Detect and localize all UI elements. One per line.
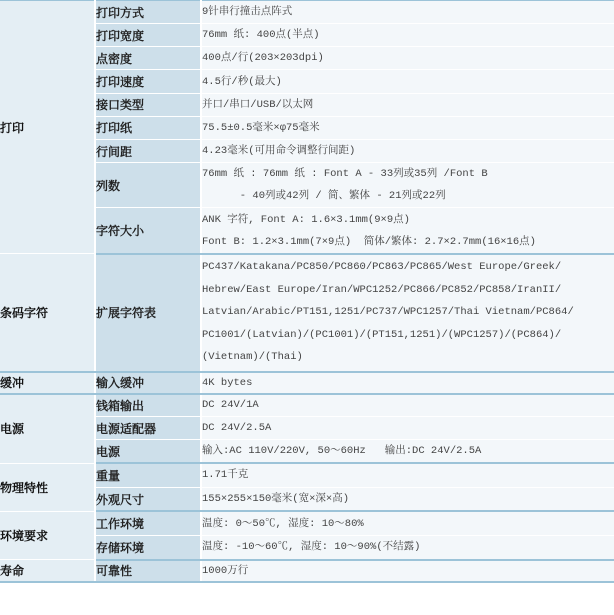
row-value: 4K bytes <box>201 372 614 394</box>
row-value <box>201 208 614 254</box>
row-label: 输入缓冲 <box>95 372 201 394</box>
row-label: 重量 <box>95 463 201 487</box>
row-label: 字符大小 <box>95 208 201 254</box>
row-label: 打印宽度 <box>95 24 201 47</box>
row-label: 钱箱输出 <box>95 394 201 417</box>
table-row <box>0 511 614 535</box>
value-line: Latvian/Arabic/PT151,1251/PC737/WPC1257/Thai Vietnam/PC864/ <box>202 306 574 319</box>
value-line: PC437/Katakana/PC850/PC860/PC863/PC865/West Europe/Greek/ <box>202 261 562 274</box>
row-value: 4.23毫米(可用命令调整行间距) <box>201 139 614 162</box>
category-barcode: 条码字符 <box>0 254 95 372</box>
category-power: 电源 <box>0 394 95 463</box>
category-physical: 物理特性 <box>0 463 95 511</box>
category-life: 寿命 <box>0 560 95 582</box>
table-row <box>0 372 614 394</box>
row-value: 并口/串口/USB/以太网 <box>201 93 614 116</box>
category-print: 打印 <box>0 1 95 254</box>
row-value <box>201 254 614 372</box>
table-row <box>0 560 614 582</box>
row-label: 扩展字符表 <box>95 254 201 372</box>
row-label: 存储环境 <box>95 536 201 560</box>
row-value: 4.5行/秒(最大) <box>201 70 614 93</box>
row-value: 输入:AC 110V/220V, 50～60Hz 输出:DC 24V/2.5A <box>201 440 614 463</box>
table-row <box>0 1 614 24</box>
row-value: 温度: 0～50℃, 湿度: 10～80% <box>201 511 614 535</box>
value-line: (Vietnam)/(Thai) <box>202 351 303 364</box>
row-value: 155×255×150毫米(宽×深×高) <box>201 487 614 511</box>
row-value <box>201 163 614 208</box>
row-label: 打印方式 <box>95 1 201 24</box>
value-line: Hebrew/East Europe/Iran/WPC1252/PC866/PC852/PC858/IranII/ <box>202 283 562 296</box>
row-label: 外观尺寸 <box>95 487 201 511</box>
row-value: DC 24V/1A <box>201 394 614 417</box>
row-value: 1.71千克 <box>201 463 614 487</box>
table-row <box>0 254 614 372</box>
row-value: 1000万行 <box>201 560 614 582</box>
category-environment: 环境要求 <box>0 511 95 559</box>
row-label: 列数 <box>95 163 201 208</box>
value-line: Font B: 1.2×3.1mm(7×9点) 简体/繁体: 2.7×2.7mm(16×16点) <box>202 235 536 248</box>
row-label: 工作环境 <box>95 511 201 535</box>
row-value: 温度: -10～60℃, 湿度: 10～90%(不结露) <box>201 536 614 560</box>
row-value: 76mm 纸: 400点(半点) <box>201 24 614 47</box>
row-value: 400点/行(203×203dpi) <box>201 47 614 70</box>
row-label: 点密度 <box>95 47 201 70</box>
row-label: 接口类型 <box>95 93 201 116</box>
row-value: DC 24V/2.5A <box>201 417 614 440</box>
row-value: 9针串行撞击点阵式 <box>201 1 614 24</box>
row-label: 电源 <box>95 440 201 463</box>
row-value: 75.5±0.5毫米×φ75毫米 <box>201 116 614 139</box>
table-row <box>0 463 614 487</box>
value-line: 76mm 纸 : 76mm 纸 : Font A - 33列或35列 /Font B <box>202 168 488 181</box>
row-label: 打印纸 <box>95 116 201 139</box>
row-label: 行间距 <box>95 139 201 162</box>
value-line: PC1001/(Latvian)/(PC1001)/(PT151,1251)/(WPC1257)/(PC864)/ <box>202 328 562 341</box>
row-label: 电源适配器 <box>95 417 201 440</box>
category-buffer: 缓冲 <box>0 372 95 394</box>
value-line: ANK 字符, Font A: 1.6×3.1mm(9×9点) <box>202 213 410 226</box>
row-label: 可靠性 <box>95 560 201 582</box>
row-label: 打印速度 <box>95 70 201 93</box>
table-row <box>0 394 614 417</box>
value-line: - 40列或42列 / 简、繁体 - 21列或22列 <box>202 190 446 203</box>
